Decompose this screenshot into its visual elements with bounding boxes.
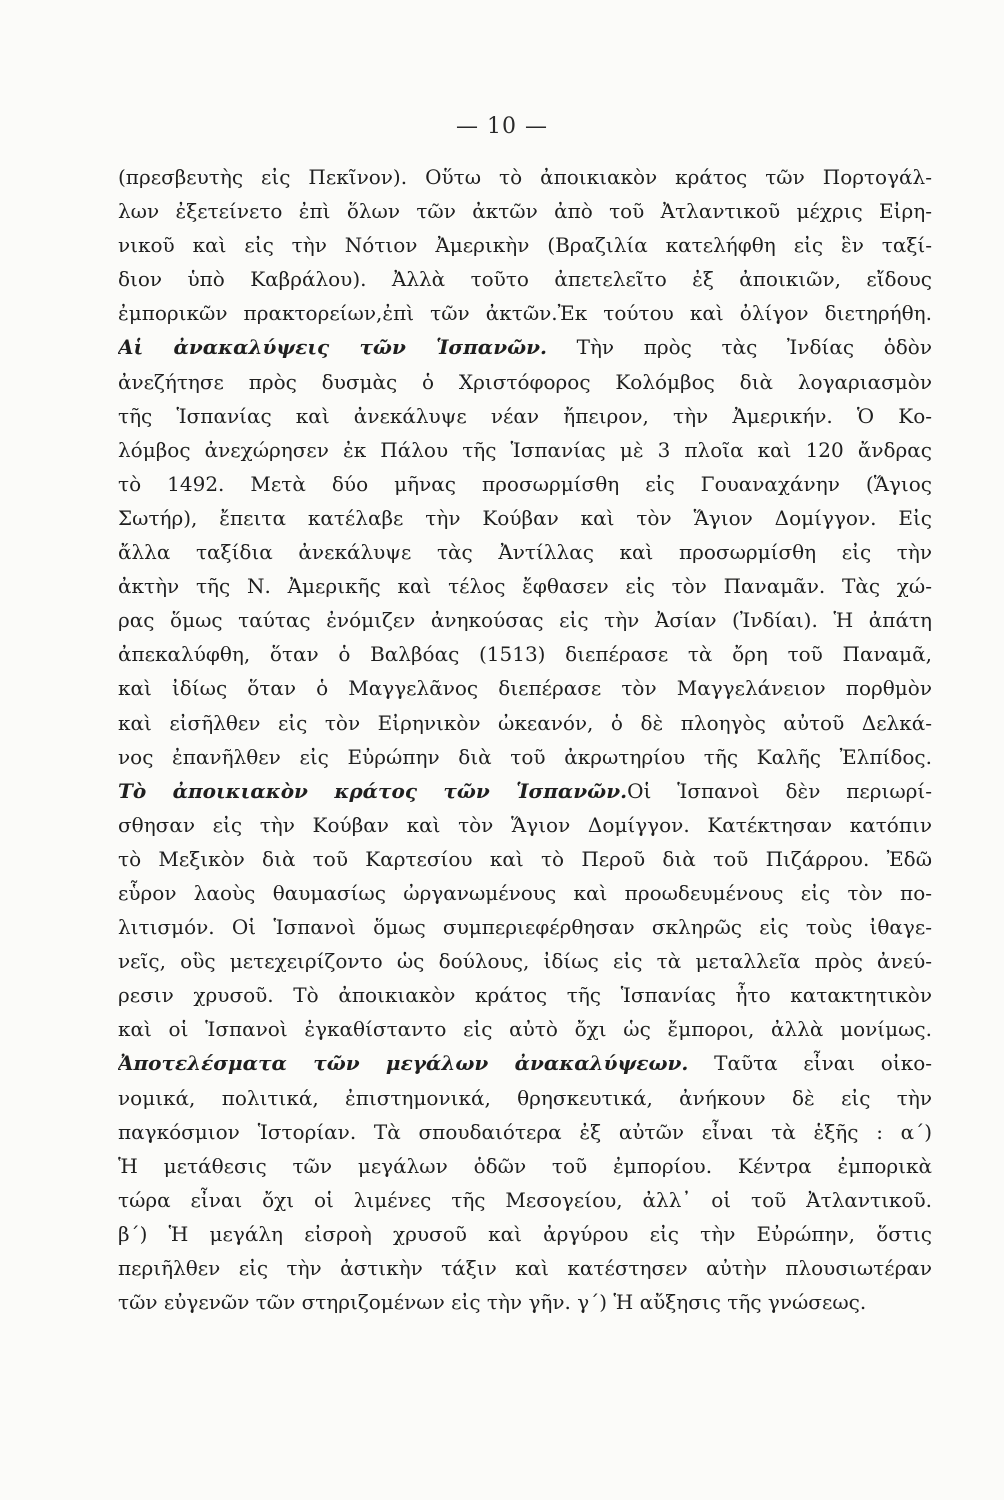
text-line bbox=[118, 1251, 932, 1285]
text-run: Ταῦτα εἶναι οἰκο- bbox=[688, 1051, 932, 1076]
text-run: ἀκτὴν τῆς Ν. Ἀμερικῆς καὶ τέλος ἔφθασεν εἰς τὸν Παναμᾶν. Τὰς χώ- bbox=[118, 574, 932, 599]
text-run: Σωτήρ), ἔπειτα κατέλαβε τὴν Κούβαν καὶ τὸν Ἅγιον Δομίγγον. Εἰς bbox=[118, 505, 932, 530]
text-line bbox=[118, 262, 932, 296]
text-line bbox=[118, 365, 932, 399]
text-line bbox=[118, 1046, 932, 1080]
text-run: τὸ Μεξικὸν διὰ τοῦ Καρτεσίου καὶ τὸ Περοῦ διὰ τοῦ Πιζάρρου. Ἐδῶ bbox=[118, 846, 932, 871]
text-line bbox=[118, 1217, 932, 1251]
text-line bbox=[118, 603, 932, 637]
text-run: νομικά, πολιτικά, ἐπιστημονικά, θρησκευτικά, ἀνήκουν δὲ εἰς τὴν bbox=[118, 1085, 932, 1110]
text-run: εὗρον λαοὺς θαυμασίως ὠργανωμένους καὶ προωδευμένους εἰς τὸν πο- bbox=[118, 880, 932, 905]
text-run: παγκόσμιον Ἱστορίαν. Τὰ σπουδαιότερα ἐξ αὐτῶν εἶναι τὰ ἑξῆς : α΄) bbox=[118, 1119, 932, 1144]
text-run: (πρεσβευτὴς εἰς Πεκῖνον). Οὕτω τὸ ἀποικιακὸν κράτος τῶν Πορτογάλ- bbox=[118, 165, 932, 189]
text-run: περιῆλθεν εἰς τὴν ἀστικὴν τάξιν καὶ κατέστησεν αὐτὴν πλουσιωτέραν bbox=[118, 1256, 932, 1280]
text-run: ἐμπορικῶν πρακτορείων,ἐπὶ τῶν ἀκτῶν.Ἐκ τούτου καὶ ὀλίγον διετηρήθη. bbox=[118, 301, 932, 326]
text-line bbox=[118, 399, 932, 433]
text-run: ἀνεζήτησε πρὸς δυσμὰς ὁ Χριστόφορος Κολόμβος διὰ λογαριασμὸν bbox=[118, 369, 932, 394]
text-line bbox=[118, 842, 932, 876]
text-line bbox=[118, 1285, 932, 1319]
text-run: καὶ εἰσῆλθεν εἰς τὸν Εἰρηνικὸν ὠκεανόν, ὁ δὲ πλοηγὸς αὐτοῦ Δελκά- bbox=[118, 710, 932, 735]
text-run: τῶν εὐγενῶν τῶν στηριζομένων εἰς τὴν γῆν. γ΄) Ἡ αὔξησις τῆς γνώσεως. bbox=[118, 1290, 867, 1315]
body-text bbox=[118, 160, 932, 1319]
text-line bbox=[118, 706, 932, 740]
text-line bbox=[118, 228, 932, 262]
text-run: λιτισμόν. Οἱ Ἱσπανοὶ ὅμως συμπεριεφέρθησαν σκληρῶς εἰς τοὺς ἰθαγε- bbox=[118, 915, 932, 940]
text-line bbox=[118, 535, 932, 569]
text-line bbox=[118, 194, 932, 228]
text-run: καὶ ἰδίως ὅταν ὁ Μαγγελᾶνος διεπέρασε τὸν Μαγγελάνειον πορθμὸν bbox=[118, 676, 932, 701]
text-line bbox=[118, 501, 932, 535]
section-heading: Αἱ ἀνακαλύψεις τῶν Ἱσπανῶν. bbox=[118, 335, 547, 360]
text-run: καὶ οἱ Ἱσπανοὶ ἐγκαθίσταντο εἰς αὐτὸ ὄχι ὡς ἔμποροι, ἀλλὰ μονίμως. bbox=[118, 1017, 932, 1042]
section-heading: Τὸ ἀποικιακὸν κράτος τῶν Ἱσπανῶν. bbox=[118, 778, 628, 803]
text-run: β΄) Ἡ μεγάλη εἰσροὴ χρυσοῦ καὶ ἀργύρου εἰς τὴν Εὐρώπην, ὅστις bbox=[118, 1221, 932, 1246]
text-run: λων ἐξετείνετο ἐπὶ ὅλων τῶν ἀκτῶν ἀπὸ τοῦ Ἀτλαντικοῦ μέχρις Εἰρη- bbox=[118, 199, 932, 224]
text-line bbox=[118, 433, 932, 467]
text-line bbox=[118, 671, 932, 705]
text-line bbox=[118, 910, 932, 944]
text-run: σθησαν εἰς τὴν Κούβαν καὶ τὸν Ἅγιον Δομίγγον. Κατέκτησαν κατόπιν bbox=[118, 812, 932, 837]
text-run: νεῖς, οὓς μετεχειρίζοντο ὡς δούλους, ἰδίως εἰς τὰ μεταλλεῖα πρὸς ἀνεύ- bbox=[118, 949, 932, 974]
page-number: — 10 — bbox=[456, 114, 548, 139]
text-line bbox=[118, 160, 932, 194]
text-run: τῆς Ἱσπανίας καὶ ἀνεκάλυψε νέαν ἤπειρον, τὴν Ἀμερικήν. Ὁ Κο- bbox=[118, 403, 932, 428]
text-line bbox=[118, 569, 932, 603]
text-run: ἀπεκαλύφθη, ὅταν ὁ Βαλβόας (1513) διεπέρασε τὰ ὄρη τοῦ Παναμᾶ, bbox=[118, 642, 932, 667]
text-line bbox=[118, 774, 932, 808]
text-line bbox=[118, 876, 932, 910]
text-line bbox=[118, 944, 932, 978]
text-run: Τὴν πρὸς τὰς Ἰνδίας ὁδὸν bbox=[546, 335, 932, 360]
text-line bbox=[118, 740, 932, 774]
text-run: Ἡ μετάθεσις τῶν μεγάλων ὁδῶν τοῦ ἐμπορίου. Κέντρα ἐμπορικὰ bbox=[118, 1153, 932, 1178]
text-run: ρας ὅμως ταύτας ἐνόμιζεν ἀνηκούσας εἰς τὴν Ἀσίαν (Ἰνδίαι). Ἡ ἀπάτη bbox=[118, 608, 932, 633]
text-line bbox=[118, 1115, 932, 1149]
text-line bbox=[118, 330, 932, 364]
text-run: λόμβος ἀνεχώρησεν ἐκ Πάλου τῆς Ἱσπανίας μὲ 3 πλοῖα καὶ 120 ἄνδρας bbox=[118, 437, 932, 462]
text-run: ρεσιν χρυσοῦ. Τὸ ἀποικιακὸν κράτος τῆς Ἱσπανίας ἦτο κατακτητικὸν bbox=[118, 983, 932, 1008]
section-heading: Ἀποτελέσματα τῶν μεγάλων ἀνακαλύψεων. bbox=[118, 1051, 689, 1076]
text-run: τώρα εἶναι ὄχι οἱ λιμένες τῆς Μεσογείου, ἀλλ᾽ οἱ τοῦ Ἀτλαντικοῦ. bbox=[118, 1187, 932, 1212]
text-run: νος ἐπανῆλθεν εἰς Εὐρώπην διὰ τοῦ ἀκρωτηρίου τῆς Καλῆς Ἐλπίδος. bbox=[118, 744, 932, 769]
text-run: διον ὑπὸ Καβράλου). Ἀλλὰ τοῦτο ἀπετελεῖτο ἐξ ἀποικιῶν, εἴδους bbox=[118, 267, 932, 292]
text-run: τὸ 1492. Μετὰ δύο μῆνας προσωρμίσθη εἰς Γουαναχάνην (Ἅγιος bbox=[118, 471, 932, 496]
text-line bbox=[118, 1012, 932, 1046]
text-run: ἄλλα ταξίδια ἀνεκάλυψε τὰς Ἀντίλλας καὶ προσωρμίσθη εἰς τὴν bbox=[118, 540, 932, 565]
text-run: νικοῦ καὶ εἰς τὴν Νότιον Ἀμερικὴν (Βραζιλία κατελήφθη εἰς ἓν ταξί- bbox=[118, 233, 932, 258]
text-line bbox=[118, 978, 932, 1012]
text-line bbox=[118, 296, 932, 330]
text-line bbox=[118, 1081, 932, 1115]
text-run: Οἱ Ἱσπανοὶ δὲν περιωρί- bbox=[627, 778, 932, 803]
text-line bbox=[118, 467, 932, 501]
text-line bbox=[118, 1149, 932, 1183]
text-line bbox=[118, 1183, 932, 1217]
text-line bbox=[118, 637, 932, 671]
text-line bbox=[118, 808, 932, 842]
